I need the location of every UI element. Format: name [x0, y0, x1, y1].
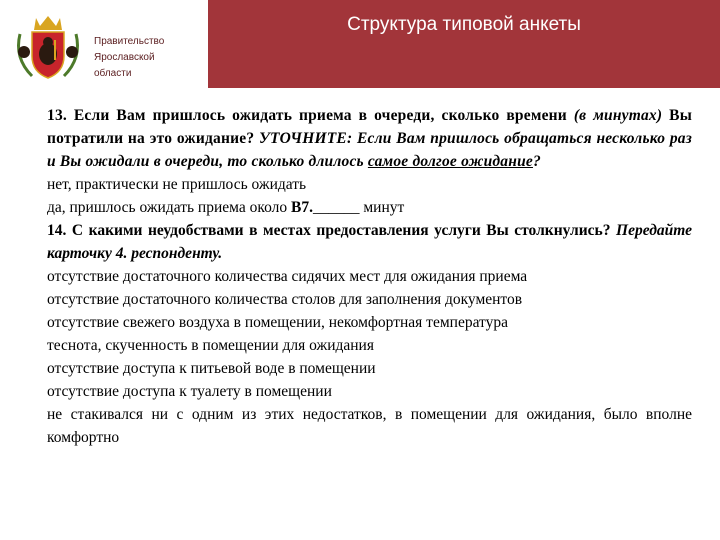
q13-text-a: 13. Если Вам пришлось ожидать приема в очереди, сколько времени	[47, 107, 567, 124]
org-line-2: Ярославской	[94, 52, 155, 63]
q13-text-c: Вы потратили на это ожидание?	[47, 107, 692, 147]
q13-answer-1: нет, практически не пришлось ожидать	[47, 176, 307, 193]
q13-text-e: самое долгое ожидание	[367, 153, 533, 170]
header-bar	[208, 0, 720, 88]
q14-option: теснота, скученность в помещении для ожидания	[47, 337, 374, 354]
q13-answer-2-prefix: да, пришлось ожидать приема около	[47, 199, 292, 216]
q14-text-b: Передайте карточку 4. респонденту.	[47, 222, 692, 262]
q14-text-a: 14. С какими неудобствами в местах предоставления услуги Вы столкнулись?	[47, 222, 617, 239]
q13-answer-2-suffix: ______ минут	[312, 199, 405, 216]
q13-text-b: (в минутах)	[566, 107, 670, 124]
q13-answer-2-code: В7.	[291, 199, 313, 216]
government-label	[94, 34, 204, 82]
q14-option: отсутствие достаточного количества столов для заполнения документов	[47, 291, 523, 308]
q14-option: не стакивался ни с одним из этих недостатков, в помещении для ожидания, было вполне комфортно	[47, 406, 692, 446]
question-14	[47, 219, 692, 265]
q13-text-d: УТОЧНИТЕ: Если Вам пришлось обращаться несколько раз и Вы ожидали в очереди, то сколько длилось	[47, 130, 692, 170]
q14-option: отсутствие доступа к туалету в помещении	[47, 383, 332, 400]
question-13	[47, 104, 692, 173]
page-title: Структура типовой анкеты	[347, 14, 581, 35]
logo-area	[0, 0, 205, 88]
q14-option: отсутствие доступа к питьевой воде в помещении	[47, 360, 376, 377]
q14-option: отсутствие свежего воздуха в помещении, некомфортная температура	[47, 314, 508, 331]
coat-of-arms-icon	[12, 14, 84, 82]
q14-option: отсутствие достаточного количества сидячих мест для ожидания приема	[47, 268, 528, 285]
org-line-3: области	[94, 68, 132, 79]
org-line-1: Правительство	[94, 36, 165, 47]
questionnaire-content	[47, 104, 692, 449]
q13-answer-2	[47, 196, 692, 219]
q13-text-f: ?	[532, 153, 541, 170]
